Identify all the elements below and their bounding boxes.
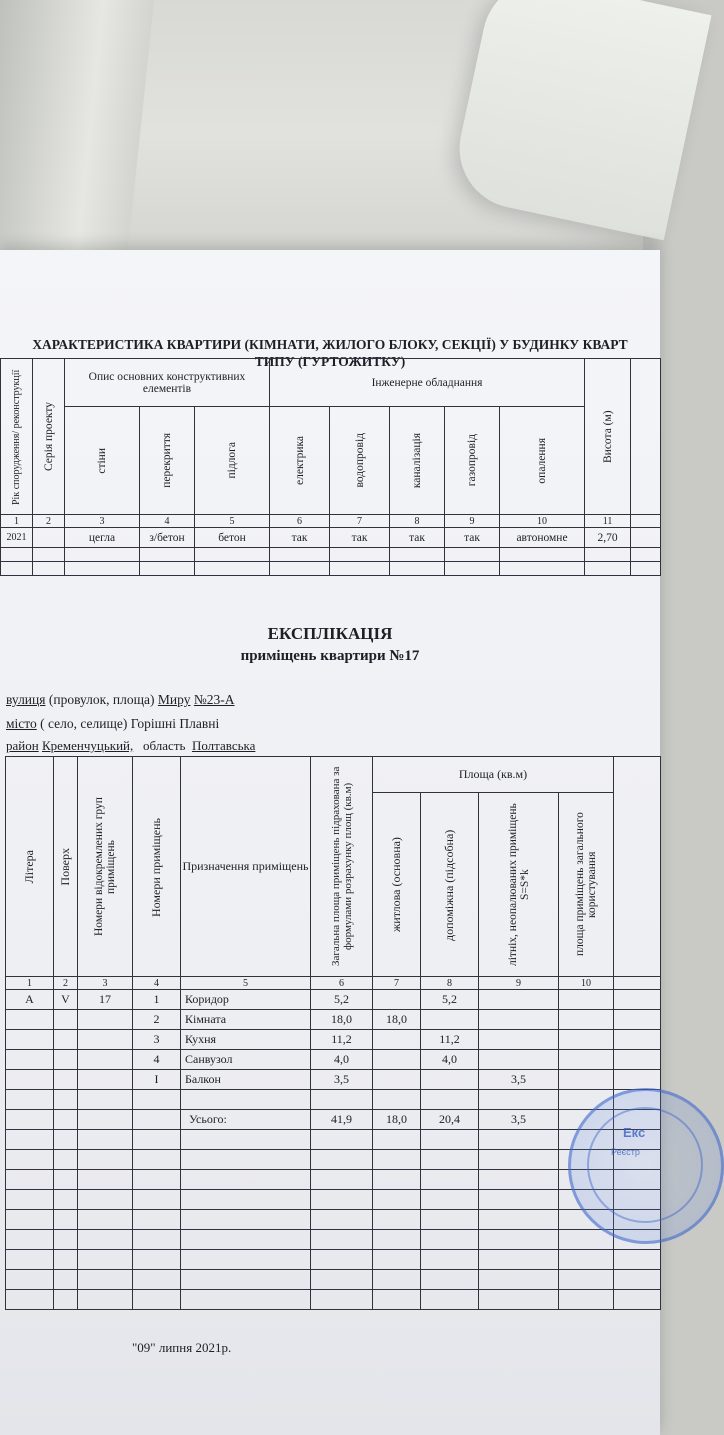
- rooms-table: [5, 756, 661, 1310]
- col-common-header: площа приміщень загального користування: [559, 793, 614, 977]
- table-row: [6, 1230, 661, 1250]
- stamp-text: Екс: [623, 1125, 646, 1140]
- table-row: [6, 1090, 661, 1110]
- col-floor-header: підлога: [195, 407, 270, 515]
- table-row: [1, 548, 661, 562]
- col-total-header: Загальна площа приміщень підрахована за формулами розрахунку площ (кв.м): [311, 757, 373, 977]
- table-row: [6, 1270, 661, 1290]
- column-numbers-row: 1 2 3 4 5 6 7 8 9 10 11: [1, 515, 661, 528]
- col-summer-header: літніх, неопалюваних приміщень S=S*k: [479, 793, 559, 977]
- table-row: А V 17 1 Коридор 5,2 5,2: [6, 990, 661, 1010]
- table-row: 2 Кімната 18,0 18,0: [6, 1010, 661, 1030]
- table-row: [1, 562, 661, 576]
- col-aux-header: допоміжна (підсобна): [421, 793, 479, 977]
- col-walls-header: стіни: [65, 407, 140, 515]
- table-row: [6, 1210, 661, 1230]
- street-value: Миру: [157, 692, 191, 707]
- explication-title: ЕКСПЛІКАЦІЯ: [267, 624, 393, 643]
- house-value: №23-А: [193, 692, 235, 707]
- table-row: І Балкон 3,5 3,5: [6, 1070, 661, 1090]
- col-purpose-header: Призначення приміщень: [181, 757, 311, 977]
- table-row: [6, 1150, 661, 1170]
- city-label: місто: [6, 716, 37, 731]
- column-numbers-row: 1 2 3 4 5 6 7 8 9 10: [6, 977, 661, 990]
- group-engineering-header: Інженерне обладнання: [270, 359, 585, 407]
- district-value: Кременчуцький,: [41, 738, 134, 753]
- characteristics-table: [0, 358, 661, 576]
- street-note: (провулок, площа): [48, 692, 155, 707]
- document-date: "09" липня 2021р.: [132, 1340, 232, 1355]
- city-line: [6, 716, 219, 732]
- district-label: район: [6, 738, 39, 753]
- col-room-no-header: Номери приміщень: [133, 757, 181, 977]
- empty-header: [631, 359, 661, 515]
- region-label: область: [143, 738, 186, 753]
- col-group-header: Номери відокремлених груп приміщень: [78, 757, 133, 977]
- city-note: ( село, селище): [40, 716, 128, 731]
- title-line-1: ХАРАКТЕРИСТИКА КВАРТИРИ (КІМНАТИ, ЖИЛОГО БЛОКУ, СЕКЦІЇ) У БУДИНКУ КВАРТ: [32, 337, 628, 352]
- empty-header: [614, 757, 661, 977]
- official-stamp: [568, 1088, 724, 1244]
- table-row: 2021 цегла з/бетон бетон так так так так автономне 2,70: [1, 528, 661, 548]
- table-row: [6, 1290, 661, 1310]
- district-line: [6, 738, 255, 754]
- table-row: [6, 1170, 661, 1190]
- table-row: 3 Кухня 11,2 11,2: [6, 1030, 661, 1050]
- col-gas-header: газопровід: [445, 407, 500, 515]
- street-line: [6, 692, 234, 708]
- region-value: Полтавська: [191, 738, 256, 753]
- col-water-header: водопровід: [330, 407, 390, 515]
- total-row: Усього: 41,9 18,0 20,4 3,5: [6, 1110, 661, 1130]
- col-height-header: Висота (м): [585, 359, 631, 515]
- table-row: 4 Санвузол 4,0 4,0: [6, 1050, 661, 1070]
- group-construct-header: Опис основних конструктивних елементів: [65, 359, 270, 407]
- table-row: [6, 1130, 661, 1150]
- col-heating-header: опалення: [500, 407, 585, 515]
- col-floor-header: Поверх: [54, 757, 78, 977]
- explication-subtitle: приміщень квартири №17: [240, 648, 420, 664]
- col-living-header: житлова (основна): [373, 793, 421, 977]
- group-area-header: Площа (кв.м): [373, 757, 614, 793]
- street-label: вулиця: [6, 692, 46, 707]
- title-line-2: ТИПУ (ГУРТОЖИТКУ): [254, 354, 406, 369]
- table-row: [6, 1250, 661, 1270]
- city-value: Горішні Плавні: [130, 716, 220, 731]
- total-label: Усього:: [181, 1110, 311, 1130]
- table-row: [6, 1190, 661, 1210]
- col-ceiling-header: перекриття: [140, 407, 195, 515]
- col-electric-header: електрика: [270, 407, 330, 515]
- col-year-header: Рік спорудження/ реконструкції: [1, 359, 33, 515]
- col-series-header: Серія проекту: [33, 359, 65, 515]
- stamp-text: Реєстр: [611, 1147, 640, 1157]
- col-sewer-header: каналізація: [390, 407, 445, 515]
- col-litera-header: Літера: [6, 757, 54, 977]
